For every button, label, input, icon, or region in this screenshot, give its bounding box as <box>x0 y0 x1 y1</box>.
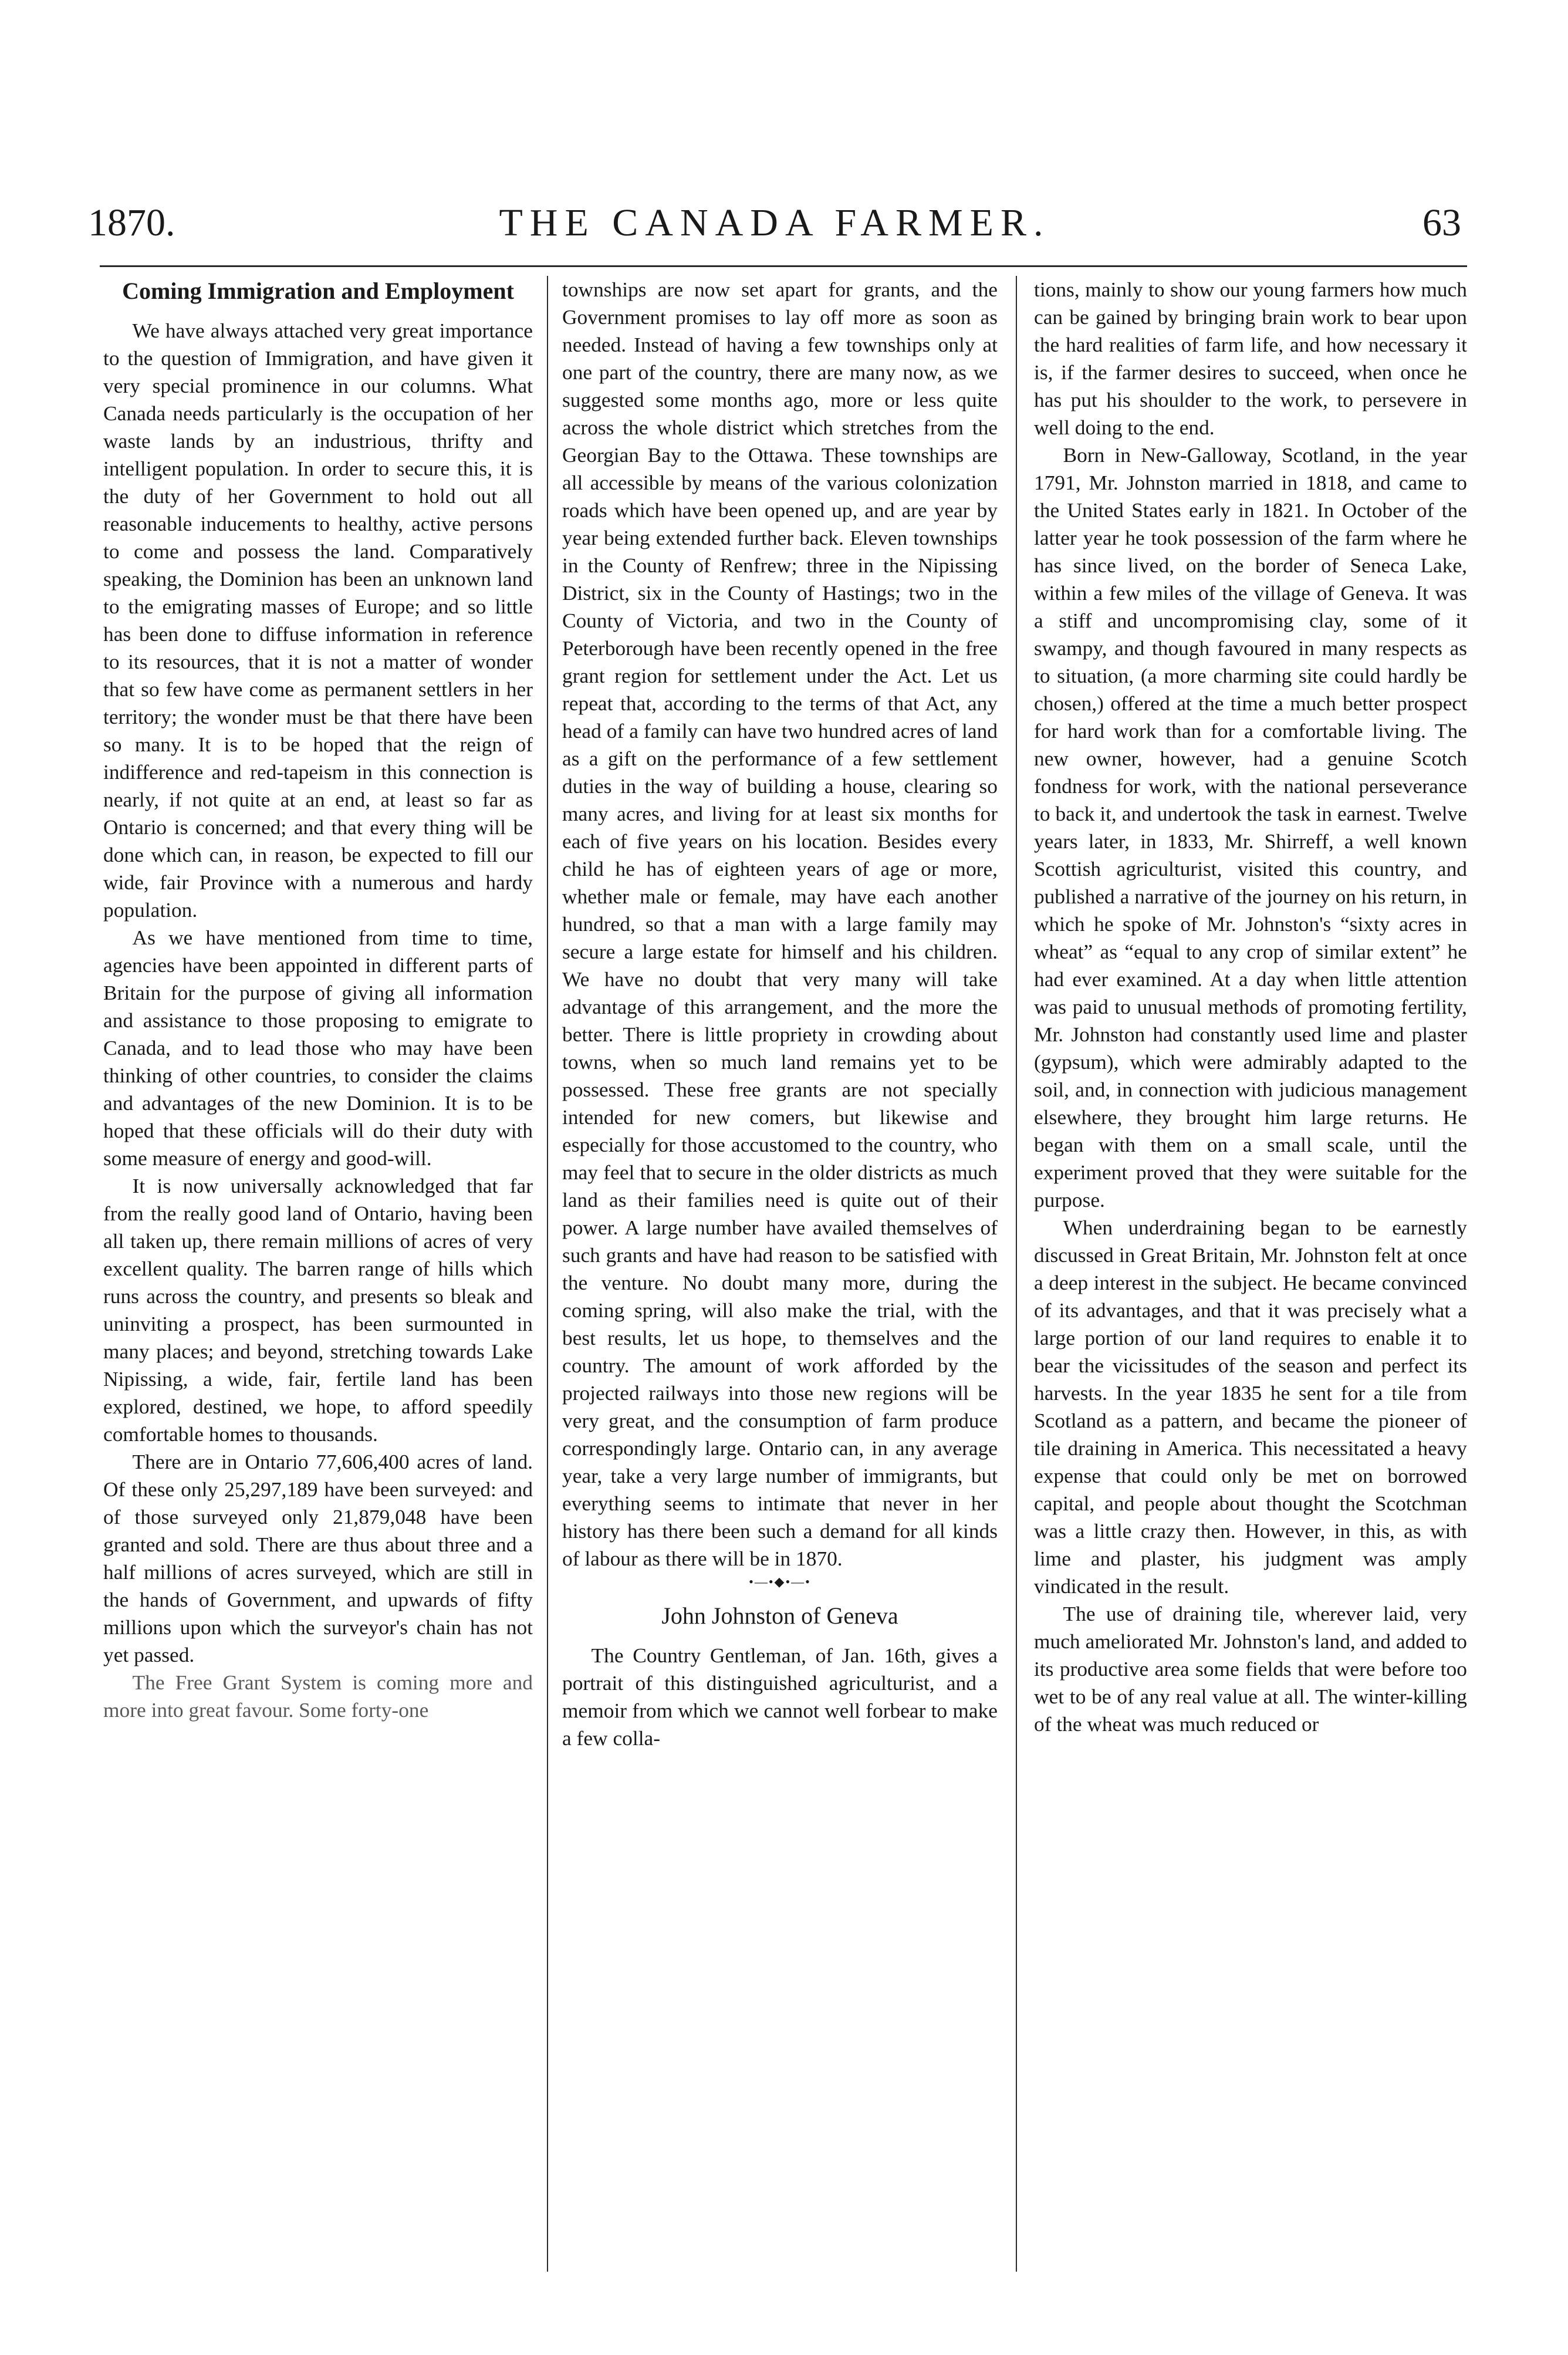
masthead-title: THE CANADA FARMER. <box>499 201 1050 244</box>
article-paragraph: When underdraining began to be earnestly discussed in Great Britain, Mr. Johnston felt at once a deep interest in the subject. He became convinced of its advantages, and that it was precisely what a large portion of our land requires to enable it to bear the vicissitudes of the season and perfect its harvests. In the year 1835 he sent for a tile from Scotland as a pattern, and became the pioneer of tile draining in America. This necessitated a heavy expense that could only be met on borrowed capital, and people about thought the Scotchman was a little crazy then. However, in this, as with lime and plaster, his judgment was amply vindicated in the result. <box>1034 1216 1467 1598</box>
article-paragraph: There are in Ontario 77,606,400 acres of land. Of these only 25,297,189 have been surveyed: and of those surveyed only 21,879,048 have been granted and sold. There are thus about three and a half millions of acres surveyed, which are still in the hands of Government, and upwards of fifty millions upon which the surveyor's chain has not yet passed. <box>103 1450 533 1666</box>
column-divider-1 <box>547 276 548 2272</box>
column-2 <box>562 276 998 2283</box>
article-title-immigration: Coming Immigration and Employment <box>122 278 514 304</box>
article-paragraph: We have always attached very great importance to the question of Immigration, and have given it very special prominence in our columns. What Canada needs particularly is the occupation of her waste lands by an industrious, thrifty and intelligent population. In order to secure this, it is the duty of her Government to hold out all reasonable inducements to healthy, active persons to come and possess the land. Comparatively speaking, the Dominion has been an unknown land to the emigrating masses of Europe; and so little has been done to diffuse information in reference to its resources, that it is not a matter of wonder that so few have come as permanent settlers in her territory; the wonder must be that there have been so many. It is to be hoped that the reign of indifference and red-tapeism in this connection is nearly, if not quite at an end, at least so far as Ontario is concerned; and that every thing will be done which can, in reason, be expected to fill our wide, fair Province with a numerous and hardy population. <box>103 319 533 922</box>
article-paragraph: The Country Gentleman, of Jan. 16th, gives a portrait of this distinguished agriculturist, and a memoir from which we cannot well forbear to make a few colla- <box>562 1644 998 1750</box>
column-divider-2 <box>1016 276 1017 2272</box>
section-ornament: •—•◆•—• <box>749 1574 811 1589</box>
article-title-johnston: John Johnston of Geneva <box>661 1602 898 1629</box>
page-header <box>88 194 1461 264</box>
column-1 <box>103 276 533 2283</box>
article-paragraph: The use of draining tile, wherever laid, very much ameliorated Mr. Johnston's land, and added to its productive area some fields that were before too wet to be of any real value at all. The winter-killing of the wheat was much reduced or <box>1034 1602 1467 1736</box>
article-paragraph-continued: townships are now set apart for grants, and the Government promises to lay off more as soon as needed. Instead of having a few townships only at one part of the country, there are many now, as we suggested some months ago, more or less quite across the whole district which stretches from the Georgian Bay to the Ottawa. These townships are all accessible by means of the various colonization roads which have been opened up, and are year by year being extended further back. Eleven townships in the County of Renfrew; three in the Nipissing District, six in the County of Hastings; two in the County of Victoria, and two in the County of Peterborough have been recently opened in the free grant region for settlement under the Act. Let us repeat that, according to the terms of that Act, any head of a family can have two hundred acres of land as a gift on the performance of a few settlement duties in the way of building a house, clearing so many acres, and living for at least six months for each of five years on his location. Besides every child he has of eighteen years of age or more, whether male or female, may have each another hundred, so that a man with a large family may secure a large estate for himself and his children. We have no doubt that very many will take advantage of this arrangement, and the more the better. There is little propriety in crowding about towns, when so much land remains yet to be possessed. These free grants are not specially intended for new comers, but likewise and especially for those accustomed to the country, who may feel that to secure in the older districts as much land as their families need is quite out of their power. A large number have availed themselves of such grants and have had reason to be satisfied with the venture. No doubt many more, during the coming spring, will also make the trial, with the best results, let us hope, to themselves and the country. The amount of work afforded by the projected railways into those new regions will be very great, and the consumption of farm produce correspondingly large. Ontario can, in any average year, take a very large number of immigrants, but everything seems to intimate that never in her history has there been such a demand for all kinds of labour as there will be in 1870. <box>562 278 998 1570</box>
article-paragraph: Born in New-Galloway, Scotland, in the year 1791, Mr. Johnston married in 1818, and came to the United States early in 1821. In October of the latter year he took possession of the farm where he has since lived, on the border of Seneca Lake, within a few miles of the village of Geneva. It was a stiff and uncompromising clay, some of it swampy, and though favoured in many respects as to situation, (a more charming site could hardly be chosen,) offered at the time a much better prospect for hard work than for a comfortable living. The new owner, however, had a genuine Scotch fondness for work, with the national perseverance to back it, and undertook the task in earnest. Twelve years later, in 1833, Mr. Shirreff, a well known Scottish agriculturist, visited this country, and published a narrative of the journey on his return, in which he spoke of Mr. Johnston's “sixty acres in wheat” as “equal to any crop of similar extent” he had ever examined. At a day when little attention was paid to unusual methods of promoting fertility, Mr. Johnston had constantly used lime and plaster (gypsum), which were admirably adapted to the soil, and, in connection with judicious management elsewhere, they brought him large returns. He began with them on a small scale, until the experiment proved that they were suitable for the purpose. <box>1034 443 1467 1212</box>
article-paragraph: It is now universally acknowledged that far from the really good land of Ontario, having been all taken up, there remain millions of acres of very excellent quality. The barren range of hills which runs across the country, and presents so bleak and uninviting a prospect, has been surmounted in many places; and beyond, stretching towards Lake Nipissing, a wide, fair, fertile land has been explored, destined, we hope, to afford speedily comfortable homes to thousands. <box>103 1174 533 1446</box>
article-paragraph-continued: tions, mainly to show our young farmers how much can be gained by bringing brain work to bear upon the hard realities of farm life, and how necessary it is, if the farmer desires to succeed, when once he has put his shoulder to the work, to persevere in well doing to the end. <box>1034 278 1467 439</box>
header-rule <box>100 265 1467 267</box>
article-paragraph: As we have mentioned from time to time, agencies have been appointed in different parts of Britain for the purpose of giving all information and assistance to those proposing to emigrate to Canada, and to lead those who may have been thinking of other countries, to consider the claims and advantages of the new Dominion. It is to be hoped that these officials will do their duty with some measure of energy and good-will. <box>103 926 533 1170</box>
header-year: 1870. <box>88 201 175 244</box>
page-number: 63 <box>1422 201 1461 244</box>
column-3 <box>1034 276 1467 2283</box>
article-paragraph: The Free Grant System is coming more and more into great favour. Some forty-one <box>103 1671 533 1722</box>
